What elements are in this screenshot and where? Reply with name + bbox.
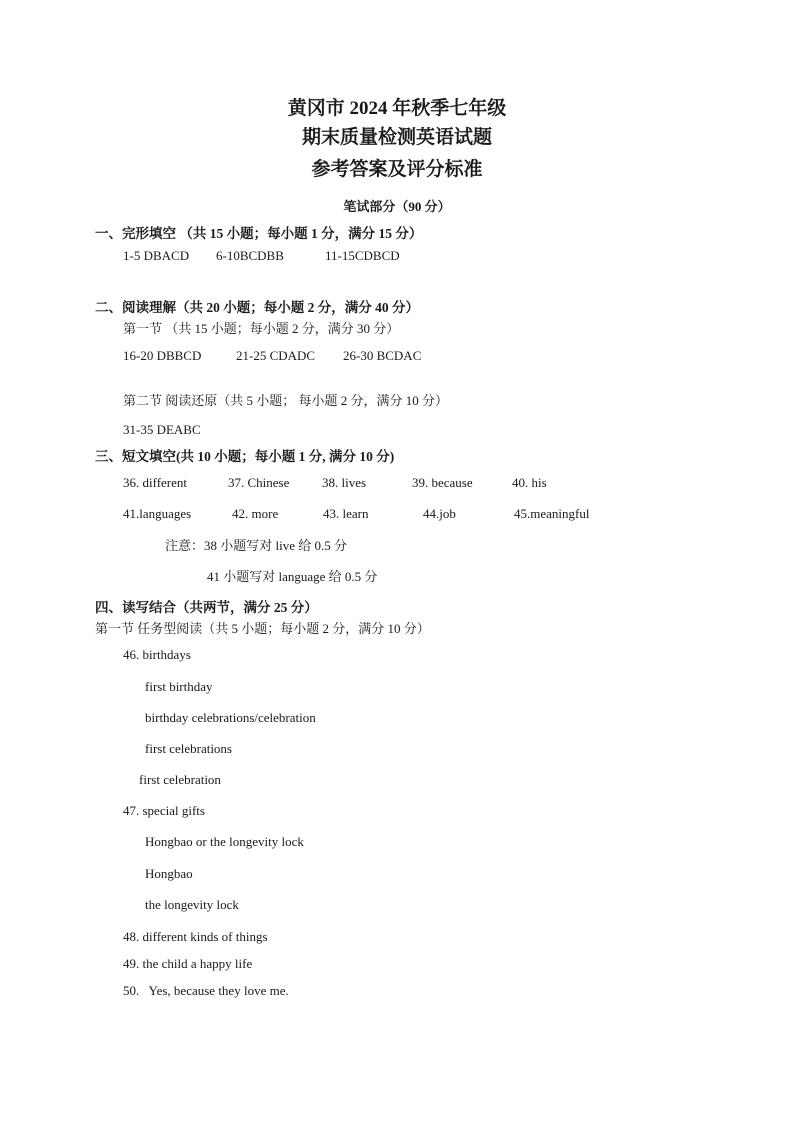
q46-alternative: first celebrations: [145, 741, 232, 756]
q46-alternative: first celebration: [139, 772, 221, 787]
section1-answer: 1-5 DBACD: [123, 248, 190, 263]
q47-alternative: Hongbao or the longevity lock: [145, 834, 304, 849]
q47-alternative: the longevity lock: [145, 897, 239, 912]
section1-heading: 一、完形填空 （共 15 小题；每小题 1 分，满分 15 分）: [95, 226, 423, 241]
section3-answer: 36. different: [123, 475, 188, 490]
section2-answer: 21-25 CDADC: [236, 348, 316, 363]
q46-answer: 46. birthdays: [123, 647, 191, 662]
section3-answer: 42. more: [232, 506, 279, 521]
section3-answer: 39. because: [412, 475, 473, 490]
section3-heading: 三、短文填空(共 10 小题；每小题 1 分, 满分 10 分): [95, 449, 395, 464]
q46-alternative: birthday celebrations/celebration: [145, 710, 316, 725]
section3-answer: 43. learn: [323, 506, 369, 521]
section3-answer: 40. his: [512, 475, 547, 490]
title-line-2: 期末质量检测英语试题: [301, 127, 492, 148]
written-part-label: 笔试部分（90 分）: [343, 199, 451, 214]
section2-part2-heading: 第二节 阅读还原（共 5 小题； 每小题 2 分，满分 10 分）: [123, 393, 449, 408]
section1-answer: 11-15CDBCD: [325, 248, 400, 263]
section2-answer: 16-20 DBBCD: [123, 348, 202, 363]
q47-answer: 47. special gifts: [123, 803, 205, 818]
q47-alternative: Hongbao: [145, 866, 193, 881]
section2-part2-answers: 31-35 DEABC: [123, 422, 201, 437]
q46-alternative: first birthday: [145, 679, 213, 694]
section2-part1-heading: 第一节 （共 15 小题；每小题 2 分，满分 30 分）: [123, 321, 400, 336]
title-line-3: 参考答案及评分标准: [311, 159, 483, 180]
q50-answer: 50. Yes, because they love me.: [123, 983, 289, 998]
section3-answer: 45.meaningful: [514, 506, 590, 521]
section2-answer: 26-30 BCDAC: [343, 348, 422, 363]
section3-note: 注意：38 小题写对 live 给 0.5 分: [165, 538, 347, 553]
section3-answer: 37. Chinese: [228, 475, 290, 490]
section3-answer: 44.job: [423, 506, 456, 521]
title-line-1: 黄冈市 2024 年秋季七年级: [287, 98, 507, 119]
section3-answer: 38. lives: [322, 475, 367, 490]
section4-heading: 四、读写结合（共两节，满分 25 分）: [95, 600, 318, 615]
q48-answer: 48. different kinds of things: [123, 929, 268, 944]
section3-note: 41 小题写对 language 给 0.5 分: [207, 569, 378, 584]
section3-answer: 41.languages: [123, 506, 192, 521]
section1-answer: 6-10BCDBB: [216, 248, 284, 263]
q49-answer: 49. the child a happy life: [123, 956, 253, 971]
section4-part1-heading: 第一节 任务型阅读（共 5 小题；每小题 2 分，满分 10 分）: [95, 621, 430, 636]
section2-heading: 二、阅读理解（共 20 小题；每小题 2 分，满分 40 分）: [95, 300, 419, 315]
